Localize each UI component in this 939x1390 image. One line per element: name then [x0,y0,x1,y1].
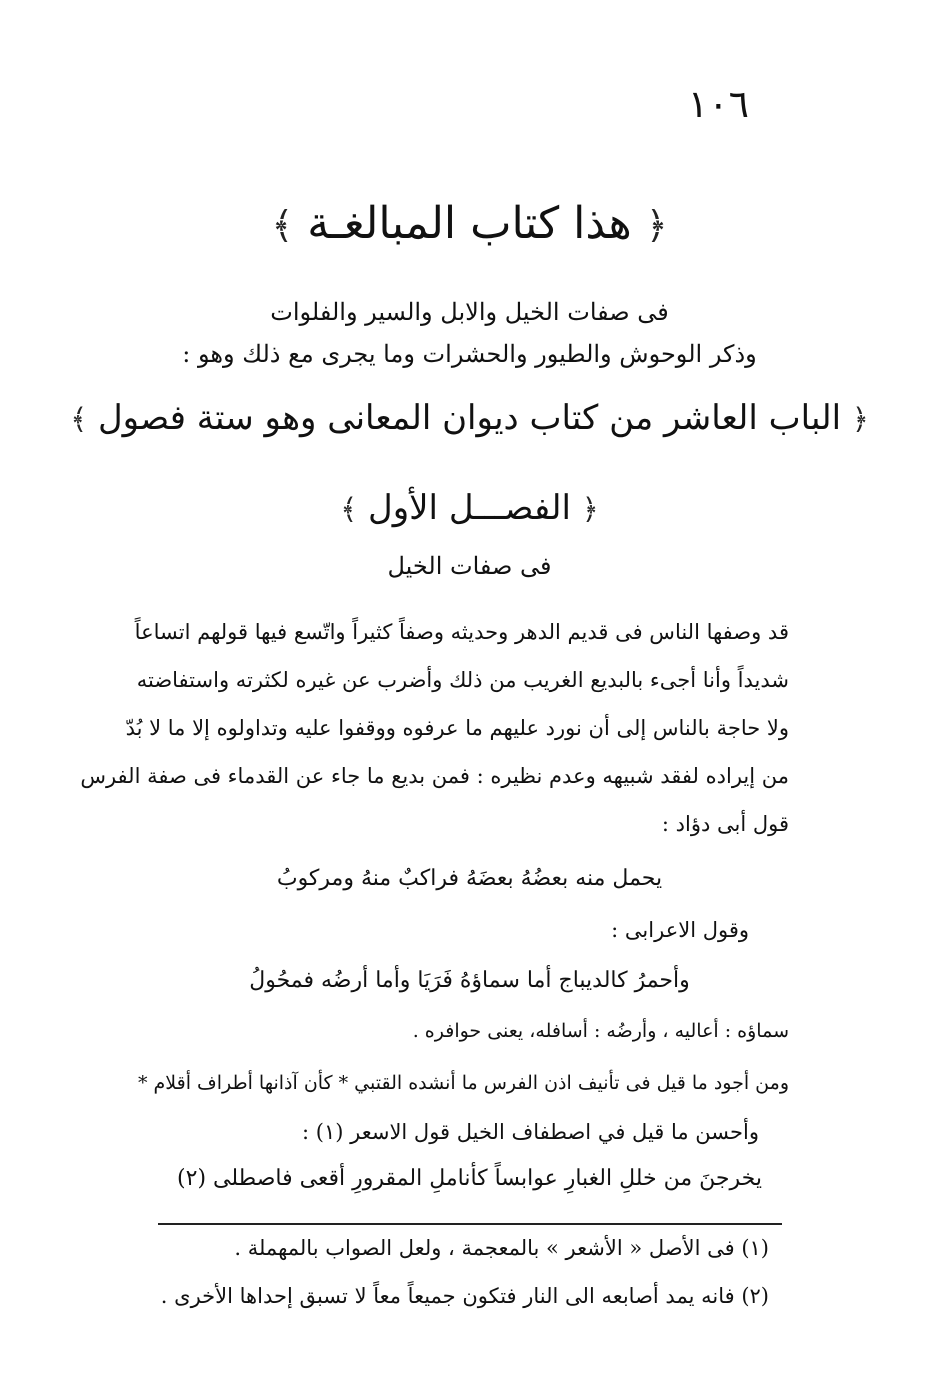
body-line-5: قول أبى دؤاد : [661,812,789,836]
footnote-1: (١) فى الأصل « الأشعر » بالمعجمة ، ولعل الصواب بالمهملة . [234,1236,769,1260]
body-line-2: شديداً وأنا أجىء بالبديع الغريب من ذلك وأضرب عن غيره لكثرته واستفاضته [136,668,789,692]
body-line-4: من إيراده لفقد شبيهه وعدم نظيره : فمن بديع ما جاء عن القدماء فى صفة الفرس [80,764,789,788]
gloss-line: سماؤه : أعاليه ، وأرضُه : أسافله، يعنى حوافره . [412,1020,789,1042]
verse-2: وأحمرُ كالديباج أما سماؤهُ فَرَيَا وأما أرضُه فمحُولُ [249,968,690,993]
book-title-text: هذا كتاب المبالغـة [307,198,632,249]
section-heading [0,488,939,528]
section-heading-text: الفصـــل الأول [368,488,571,528]
ornament-close: ﴾ [70,402,88,436]
footnote-2: (٢) فانه يمد أصابعه الى النار فتكون جميعاً معاً لا تسبق إحداها الأخرى . [160,1284,769,1308]
ornament-open: ﴿ [851,402,869,436]
body-line-3: ولا حاجة بالناس إلى أن نورد عليهم ما عرفوه ووقفوا عليه وتداولوه إلا ما لا بُدّ [125,716,789,740]
ornament-close: ﴾ [340,492,358,526]
subtitle-line-1: فى صفات الخيل والابل والسير والفلوات [270,298,669,326]
section-subheading: فى صفات الخيل [387,552,552,580]
chapter-heading [0,398,939,438]
page-number: ١٠٦ [687,82,749,126]
body-line-7: ومن أجود ما قيل فى تأنيف اذن الفرس ما أنشده القتبي * كأن آذانها أطراف أقلام * [137,1072,789,1094]
body-line-1: قد وصفها الناس فى قديم الدهر وحديثه وصفاً كثيراً واتّسع فيها قولهم اتساعاً [134,620,789,644]
book-title [0,198,939,249]
body-line-8: وأحسن ما قيل في اصطفاف الخيل قول الاسعر (١) : [302,1120,759,1144]
subtitle-line-2: وذكر الوحوش والطيور والحشرات وما يجرى مع ذلك وهو : [182,340,757,368]
body-line-6: وقول الاعرابى : [611,918,749,942]
chapter-heading-text: الباب العاشر من كتاب ديوان المعانى وهو ستة فصول [97,398,842,438]
verse-1: يحمل منه بعضُهُ بعضَهُ فراكبٌ منهُ ومركوبُ [276,866,663,891]
ornament-open: ﴿ [581,492,599,526]
footnote-rule [158,1223,782,1225]
ornament-close: ﴾ [271,203,294,247]
verse-3: يخرجنَ من خللِ الغبارِ عوابساً كأناملِ المقرورِ أقعى فاصطلى (٢) [177,1166,762,1191]
ornament-open: ﴿ [645,203,668,247]
